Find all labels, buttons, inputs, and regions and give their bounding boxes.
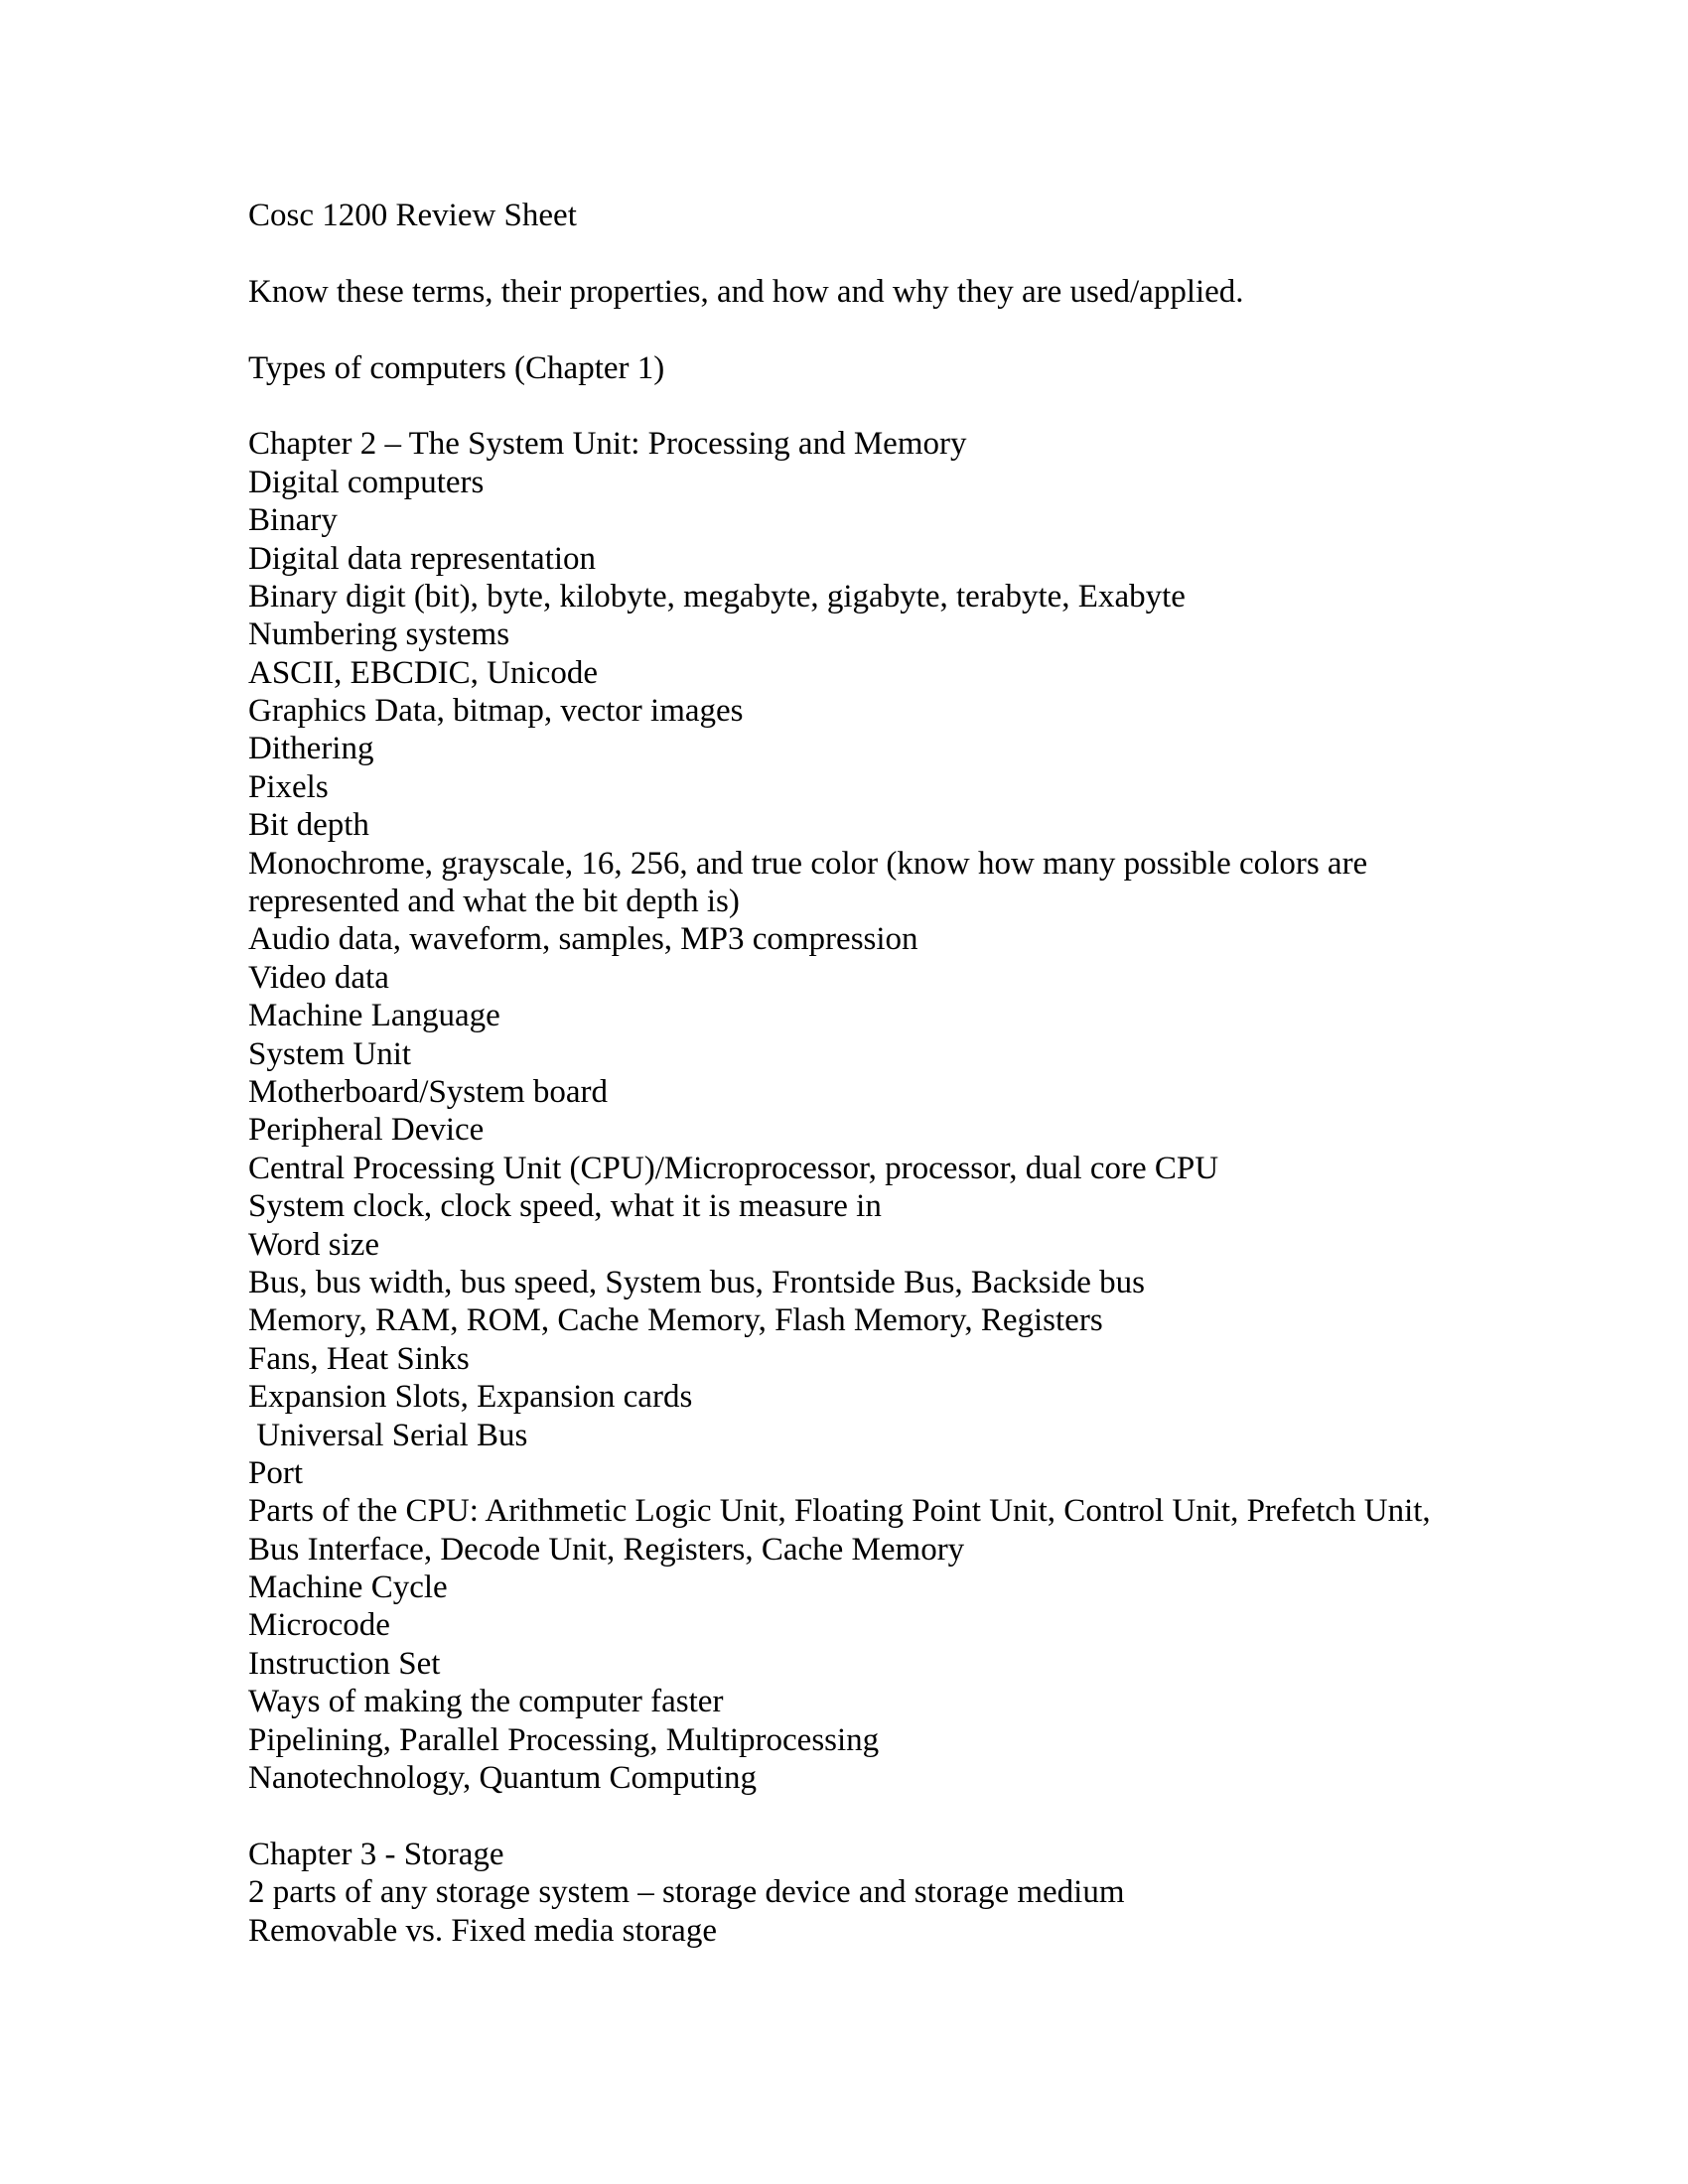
text-line: Peripheral Device [248, 1112, 485, 1149]
text-line: Machine Language [248, 998, 500, 1034]
text-line: Cosc 1200 Review Sheet [248, 198, 577, 233]
text-line: System Unit [248, 1035, 412, 1072]
text-line: Universal Serial Bus [248, 1417, 528, 1453]
blank-line [248, 1797, 1431, 1835]
text-line: Fans, Heat Sinks [248, 1340, 470, 1377]
text-line: Ways of making the computer faster [248, 1684, 724, 1720]
text-line: Parts of the CPU: Arithmetic Logic Unit, Floating Point Unit, Control Unit, Prefetch Unit, [248, 1493, 1431, 1530]
text-line: Port [248, 1454, 304, 1491]
text-line: Bus, bus width, bus speed, System bus, Frontside Bus, Backside bus [248, 1264, 1145, 1300]
text-line: Central Processing Unit (CPU)/Microprocessor, processor, dual core CPU [248, 1150, 1219, 1186]
text-line: Types of computers (Chapter 1) [248, 349, 665, 386]
text-line: Removable vs. Fixed media storage [248, 1912, 717, 1949]
text-line: Instruction Set [248, 1645, 441, 1682]
text-line: Digital computers [248, 464, 485, 500]
text-line: Expansion Slots, Expansion cards [248, 1379, 693, 1416]
text-line: Bus Interface, Decode Unit, Registers, Cache Memory [248, 1531, 965, 1568]
text-line: Chapter 3 - Storage [248, 1836, 504, 1872]
text-line: Digital data representation [248, 540, 597, 577]
text-line: Pixels [248, 768, 329, 805]
text-line: Motherboard/System board [248, 1073, 609, 1110]
text-line: ASCII, EBCDIC, Unicode [248, 654, 598, 691]
text-line: Know these terms, their properties, and how and why they are used/applied. [248, 273, 1244, 310]
text-line: Nanotechnology, Quantum Computing [248, 1760, 758, 1797]
text-line: Chapter 2 – The System Unit: Processing and Memory [248, 426, 967, 463]
text-line: Binary [248, 502, 338, 539]
document-text-block [248, 197, 1431, 1950]
text-line: Graphics Data, bitmap, vector images [248, 693, 744, 730]
blank-line [248, 311, 1431, 348]
text-line: represented and what the bit depth is) [248, 884, 740, 920]
text-line: Numbering systems [248, 616, 510, 653]
text-line: Pipelining, Parallel Processing, Multiprocessing [248, 1721, 880, 1758]
text-line: Monochrome, grayscale, 16, 256, and true color (know how many possible colors are [248, 845, 1368, 882]
text-line: 2 parts of any storage system – storage device and storage medium [248, 1874, 1125, 1911]
text-line: Word size [248, 1226, 380, 1263]
text-line: Machine Cycle [248, 1570, 448, 1606]
text-line: Microcode [248, 1607, 390, 1644]
text-line: Memory, RAM, ROM, Cache Memory, Flash Memory, Registers [248, 1302, 1103, 1339]
text-line: System clock, clock speed, what it is measure in [248, 1188, 882, 1225]
text-line: Audio data, waveform, samples, MP3 compression [248, 921, 918, 958]
text-line: Bit depth [248, 807, 369, 844]
blank-line [248, 387, 1431, 425]
blank-line [248, 234, 1431, 272]
text-line: Binary digit (bit), byte, kilobyte, megabyte, gigabyte, terabyte, Exabyte [248, 578, 1186, 614]
text-line: Dithering [248, 731, 374, 767]
text-line: Video data [248, 959, 389, 996]
